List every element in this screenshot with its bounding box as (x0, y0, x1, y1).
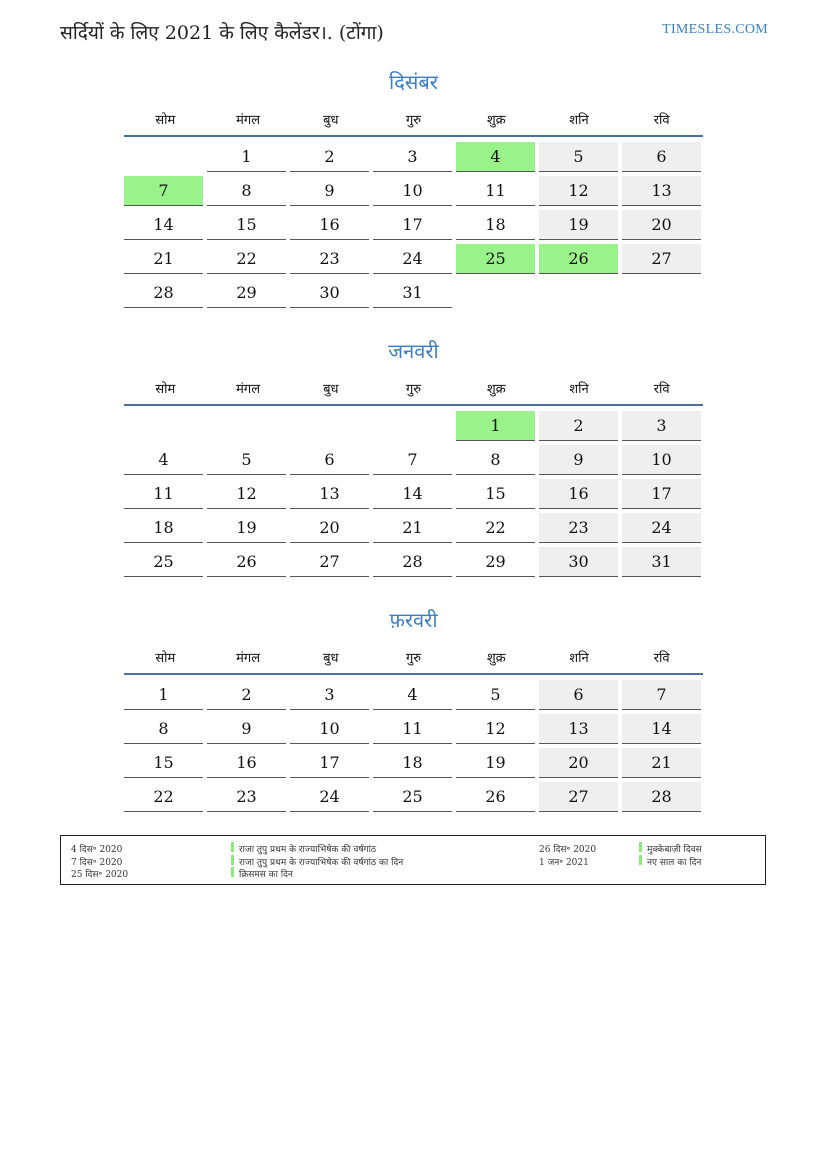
header-divider (124, 135, 703, 137)
day-cell: 4 (124, 445, 203, 475)
day-cell: 9 (539, 445, 618, 475)
day-cell: 21 (622, 748, 701, 778)
day-cell: 12 (207, 479, 286, 509)
day-cell: 10 (290, 714, 369, 744)
legend-holiday: क्रिसमस का दिन (239, 870, 293, 880)
day-cell: 16 (290, 210, 369, 240)
day-cell: 19 (207, 513, 286, 543)
weekday-label: मंगल (236, 651, 261, 666)
day-cell: 18 (124, 513, 203, 543)
day-cell: 15 (456, 479, 535, 509)
weekday-label: सोम (155, 382, 176, 397)
day-cell: 25 (124, 547, 203, 577)
day-cell: 8 (456, 445, 535, 475)
day-cell: 26 (207, 547, 286, 577)
day-cell: 15 (124, 748, 203, 778)
day-cell: 28 (622, 782, 701, 812)
day-cell: 11 (124, 479, 203, 509)
legend-holiday: राजा तुपु प्रथम के राज्याभिषेक की वर्षगांठ (239, 845, 377, 855)
day-cell: 5 (456, 680, 535, 710)
day-cell: 4 (373, 680, 452, 710)
day-cell: 19 (539, 210, 618, 240)
weekday-label: शनि (569, 651, 589, 666)
day-cell: 3 (373, 142, 452, 172)
empty-cell (207, 411, 286, 441)
day-cell: 13 (622, 176, 701, 206)
holiday-day-cell: 7 (124, 176, 203, 206)
brand-link[interactable]: TIMESLES.COM (662, 22, 768, 37)
weekday-label: बुध (323, 651, 339, 666)
day-cell: 10 (373, 176, 452, 206)
day-cell: 31 (373, 278, 452, 308)
holiday-marker (231, 867, 234, 877)
holiday-marker (231, 855, 234, 865)
day-cell: 17 (373, 210, 452, 240)
day-cell: 20 (539, 748, 618, 778)
day-cell: 12 (539, 176, 618, 206)
holiday-day-cell: 26 (539, 244, 618, 274)
month-title: दिसंबर (389, 70, 438, 94)
month-january (124, 336, 703, 577)
day-cell: 7 (373, 445, 452, 475)
day-cell: 16 (539, 479, 618, 509)
day-cell: 29 (207, 278, 286, 308)
day-cell: 24 (290, 782, 369, 812)
day-cell: 14 (373, 479, 452, 509)
day-cell: 2 (290, 142, 369, 172)
header-divider (124, 404, 703, 406)
day-cell: 21 (373, 513, 452, 543)
weekday-label: सोम (155, 651, 176, 666)
legend-date: 4 दिस॰ 2020 (71, 845, 123, 855)
day-cell: 18 (373, 748, 452, 778)
weekday-label: गुरु (405, 651, 422, 666)
day-cell: 12 (456, 714, 535, 744)
weekday-label: मंगल (236, 382, 261, 397)
weekday-header (124, 374, 703, 402)
day-cell: 3 (622, 411, 701, 441)
day-cell: 9 (290, 176, 369, 206)
weekday-label: रवि (653, 113, 670, 128)
day-cell: 20 (622, 210, 701, 240)
day-cell: 22 (207, 244, 286, 274)
legend-date: 7 दिस॰ 2020 (71, 858, 123, 868)
day-cell: 28 (124, 278, 203, 308)
day-cell: 11 (456, 176, 535, 206)
day-cell: 31 (622, 547, 701, 577)
legend-holiday: नए साल का दिन (647, 858, 702, 868)
page-title: सर्दियों के लिए 2021 के लिए कैलेंडर।. (टोंगा) (60, 22, 384, 44)
weekday-label: शुक्र (486, 382, 506, 397)
day-cell: 28 (373, 547, 452, 577)
holiday-legend (60, 835, 766, 885)
day-cell: 21 (124, 244, 203, 274)
empty-cell (290, 411, 369, 441)
weekday-label: रवि (653, 382, 670, 397)
weekday-label: गुरु (405, 113, 422, 128)
day-cell: 14 (622, 714, 701, 744)
day-cell: 8 (207, 176, 286, 206)
day-cell: 8 (124, 714, 203, 744)
day-cell: 15 (207, 210, 286, 240)
holiday-day-cell: 25 (456, 244, 535, 274)
day-cell: 29 (456, 547, 535, 577)
day-grid (124, 411, 703, 577)
weekday-label: शुक्र (486, 113, 506, 128)
day-cell: 13 (290, 479, 369, 509)
weekday-label: गुरु (405, 382, 422, 397)
day-grid (124, 680, 703, 812)
month-title: फ़रवरी (389, 608, 438, 632)
day-cell: 2 (539, 411, 618, 441)
holiday-day-cell: 4 (456, 142, 535, 172)
month-title: जनवरी (388, 339, 439, 363)
day-cell: 26 (456, 782, 535, 812)
day-cell: 6 (622, 142, 701, 172)
legend-date: 26 दिस॰ 2020 (539, 845, 597, 855)
holiday-marker (639, 842, 642, 852)
day-cell: 13 (539, 714, 618, 744)
day-cell: 3 (290, 680, 369, 710)
holiday-marker (231, 842, 234, 852)
weekday-label: रवि (653, 651, 670, 666)
day-cell: 2 (207, 680, 286, 710)
holiday-day-cell: 1 (456, 411, 535, 441)
day-cell: 10 (622, 445, 701, 475)
empty-cell (373, 411, 452, 441)
weekday-label: बुध (323, 382, 339, 397)
day-cell: 6 (539, 680, 618, 710)
day-cell: 1 (124, 680, 203, 710)
weekday-label: मंगल (236, 113, 261, 128)
weekday-label: बुध (323, 113, 339, 128)
day-cell: 11 (373, 714, 452, 744)
day-cell: 7 (622, 680, 701, 710)
day-cell: 23 (207, 782, 286, 812)
day-cell: 30 (290, 278, 369, 308)
legend-date: 25 दिस॰ 2020 (71, 870, 129, 880)
weekday-header (124, 643, 703, 671)
weekday-label: शुक्र (486, 651, 506, 666)
day-cell: 24 (373, 244, 452, 274)
day-cell: 24 (622, 513, 701, 543)
day-cell: 25 (373, 782, 452, 812)
month-february (124, 605, 703, 812)
empty-cell (124, 142, 203, 172)
day-cell: 17 (622, 479, 701, 509)
legend-holiday: मुक्केबाज़ी दिवस (647, 845, 702, 855)
weekday-header (124, 105, 703, 133)
weekday-label: शनि (569, 113, 589, 128)
day-cell: 22 (124, 782, 203, 812)
day-cell: 30 (539, 547, 618, 577)
empty-cell (124, 411, 203, 441)
day-grid (124, 142, 703, 308)
day-cell: 1 (207, 142, 286, 172)
holiday-marker (639, 855, 642, 865)
weekday-label: शनि (569, 382, 589, 397)
day-cell: 23 (539, 513, 618, 543)
day-cell: 17 (290, 748, 369, 778)
day-cell: 14 (124, 210, 203, 240)
legend-holiday: राजा तुपु प्रथम के राज्याभिषेक की वर्षगांठ का दिन (239, 858, 404, 868)
day-cell: 6 (290, 445, 369, 475)
day-cell: 16 (207, 748, 286, 778)
day-cell: 22 (456, 513, 535, 543)
day-cell: 5 (207, 445, 286, 475)
header-divider (124, 673, 703, 675)
day-cell: 5 (539, 142, 618, 172)
day-cell: 23 (290, 244, 369, 274)
weekday-label: सोम (155, 113, 176, 128)
day-cell: 18 (456, 210, 535, 240)
day-cell: 20 (290, 513, 369, 543)
day-cell: 27 (290, 547, 369, 577)
month-december (124, 67, 703, 308)
day-cell: 9 (207, 714, 286, 744)
legend-date: 1 जन॰ 2021 (539, 858, 589, 868)
day-cell: 27 (622, 244, 701, 274)
day-cell: 19 (456, 748, 535, 778)
day-cell: 27 (539, 782, 618, 812)
